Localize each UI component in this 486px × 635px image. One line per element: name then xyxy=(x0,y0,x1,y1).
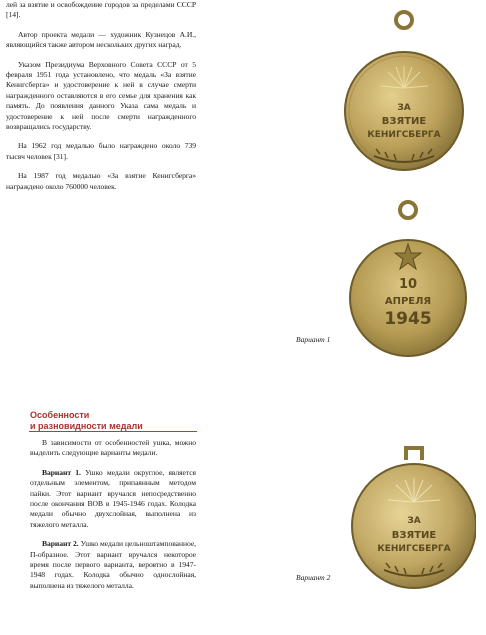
variant-2-label: Вариант 2. xyxy=(42,539,79,549)
paragraph-1987: На 1987 год медалью «За взятие Кенигсберга» награждено около 760000 человек. xyxy=(6,171,196,191)
heading-rule xyxy=(29,431,197,432)
medal-variant-1-obverse xyxy=(340,6,470,206)
paragraph-continuation: лей за взятие и освобождение городов за пределами СССР [14]. xyxy=(6,0,196,20)
top-text-block xyxy=(6,0,196,192)
caption-variant-1: Вариант 1 xyxy=(296,335,331,344)
reverse-text-year: 1945 xyxy=(384,309,432,329)
reverse-text-day: 10 xyxy=(398,277,418,292)
paragraph-intro: В зависимости от особенностей ушка, можно выделить следующие варианты медали. xyxy=(30,438,196,458)
paragraph-decree: Указом Президиума Верховного Совета СССР от 5 февраля 1951 года установлено, что медаль «За взятие Кенигсберга» и удостоверение к ней в случае смерти награжденного оставляются в его семье для хранения как память. До появления данного Указа сама медаль и удостоверение к ней после смерти награжденного возвращались государству. xyxy=(6,59,196,132)
obverse-text-line2: ВЗЯТИЕ xyxy=(391,530,437,541)
medal-ring xyxy=(400,202,416,218)
medal-ring-u-shaped xyxy=(406,448,422,460)
section-heading-line2: и разновидности медали xyxy=(30,421,143,431)
medal-variant-1-reverse xyxy=(346,196,472,376)
obverse-text-line3: КЕНИГСБЕРГА xyxy=(367,130,441,140)
paragraph-1962: На 1962 год медалью было награждено около 739 тысяч человек [31]. xyxy=(6,141,196,161)
medal-ring xyxy=(396,12,412,28)
obverse-text-line3: КЕНИГСБЕРГА xyxy=(377,544,451,554)
variant-1-label: Вариант 1. xyxy=(42,467,81,477)
variants-text-block xyxy=(30,438,196,591)
paragraph-variant-1 xyxy=(30,468,196,530)
variant-1-text: Ушко медали округлое, является отдельным элементом, припаянным методом пайки. Этот вариант вручался непосредственно после окончания ВОВ в 1945-1946 годах. Колодка медали обычно двухслойная, выполнена из тяжелого металла. xyxy=(30,467,196,529)
obverse-text-line1: ЗА xyxy=(397,103,411,113)
obverse-text-line1: ЗА xyxy=(407,516,421,526)
medal-variant-2-obverse xyxy=(350,440,476,635)
caption-variant-2: Вариант 2 xyxy=(296,573,331,582)
section-heading-line1: Особенности xyxy=(30,410,90,420)
paragraph-variant-2 xyxy=(30,539,196,591)
obverse-text-line2: ВЗЯТИЕ xyxy=(381,116,427,127)
paragraph-author: Автор проекта медали — художник Кузнецов А.И., являющийся также автором нескольких других наград. xyxy=(6,29,196,50)
reverse-text-month: АПРЕЛЯ xyxy=(384,296,432,307)
variant-2-text: Ушко медали цельноштампованное, П-образное. Этот вариант вручался некоторое время после первого варианта, вероятно в 1947-1948 годах. Колодка обычно однослойная, выполнена из тяжелого металла. xyxy=(30,539,196,590)
section-heading xyxy=(30,410,200,432)
